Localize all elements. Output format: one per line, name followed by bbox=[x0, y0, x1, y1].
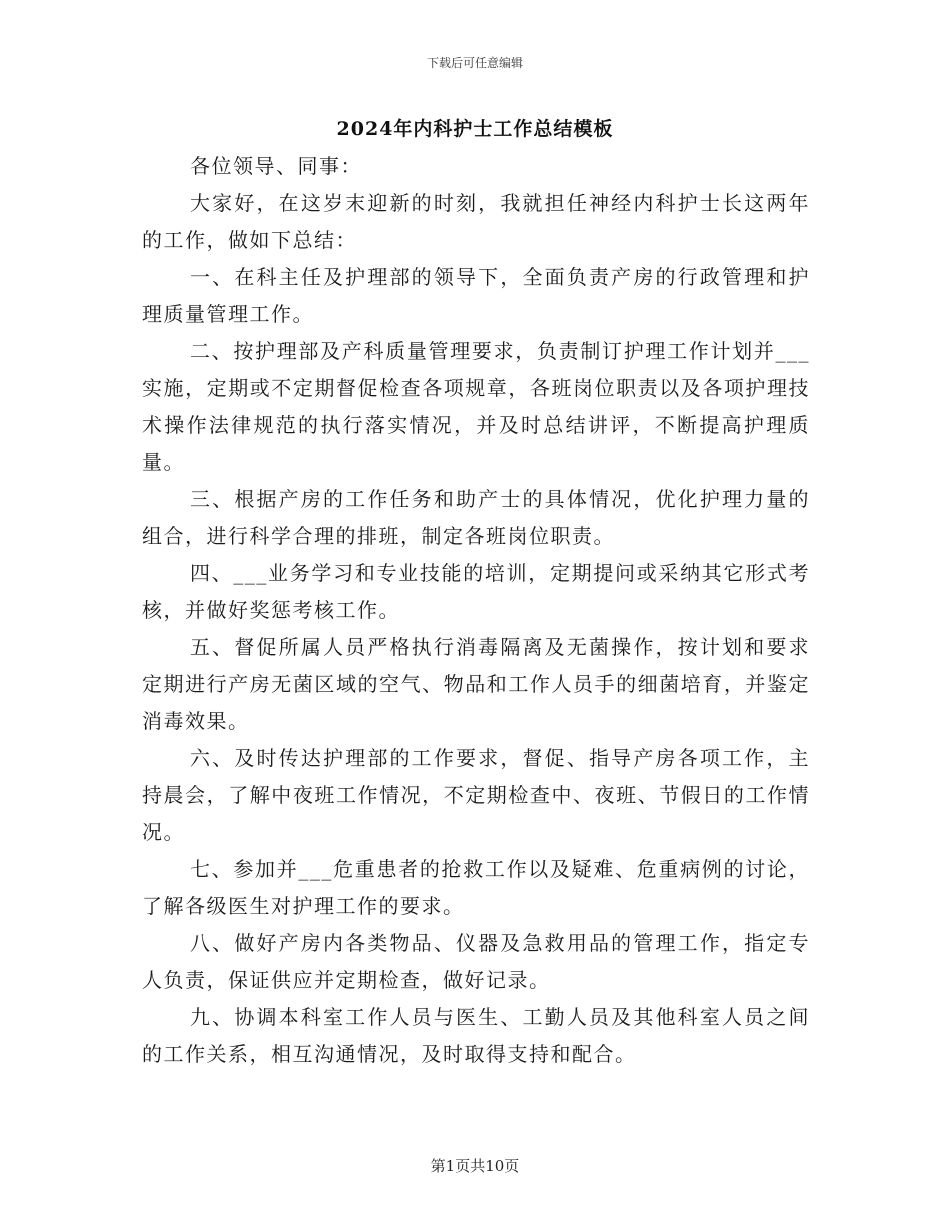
paragraph-item-1: 一、在科主任及护理部的领导下，全面负责产房的行政管理和护理质量管理工作。 bbox=[142, 265, 810, 326]
paragraph-item-4: 四、___业务学习和专业技能的培训，定期提问或采纳其它形式考核，并做好奖惩考核工作。 bbox=[142, 561, 810, 622]
paragraph-item-7: 七、参加并___危重患者的抢救工作以及疑难、危重病例的讨论，了解各级医生对护理工作的要求。 bbox=[142, 857, 810, 918]
document-body bbox=[142, 148, 810, 1073]
paragraph-item-3: 三、根据产房的工作任务和助产士的具体情况，优化护理力量的组合，进行科学合理的排班，制定各班岗位职责。 bbox=[142, 487, 810, 548]
paragraph-intro: 大家好，在这岁末迎新的时刻，我就担任神经内科护士长这两年的工作，做如下总结： bbox=[142, 191, 810, 252]
page-number-footer: 第1页共10页 bbox=[430, 1157, 520, 1175]
paragraph-item-2: 二、按护理部及产科质量管理要求，负责制订护理工作计划并___实施，定期或不定期督促检查各项规章，各班岗位职责以及各项护理技术操作法律规范的执行落实情况，并及时总结讲评，不断提高护理质量。 bbox=[142, 339, 810, 474]
document-title: 2024年内科护士工作总结模板 bbox=[336, 118, 614, 140]
paragraph-item-8: 八、做好产房内各类物品、仪器及急救用品的管理工作，指定专人负责，保证供应并定期检查，做好记录。 bbox=[142, 931, 810, 992]
paragraph-item-9: 九、协调本科室工作人员与医生、工勤人员及其他科室人员之间的工作关系，相互沟通情况，及时取得支持和配合。 bbox=[142, 1005, 810, 1066]
page-header-note: 下载后可任意编辑 bbox=[426, 56, 523, 70]
paragraph-item-5: 五、督促所属人员严格执行消毒隔离及无菌操作，按计划和要求定期进行产房无菌区域的空气、物品和工作人员手的细菌培育，并鉴定消毒效果。 bbox=[142, 635, 810, 733]
paragraph-item-6: 六、及时传达护理部的工作要求，督促、指导产房各项工作，主持晨会，了解中夜班工作情况，不定期检查中、夜班、节假日的工作情况。 bbox=[142, 746, 810, 844]
paragraph-greeting: 各位领导、同事： bbox=[190, 154, 362, 178]
